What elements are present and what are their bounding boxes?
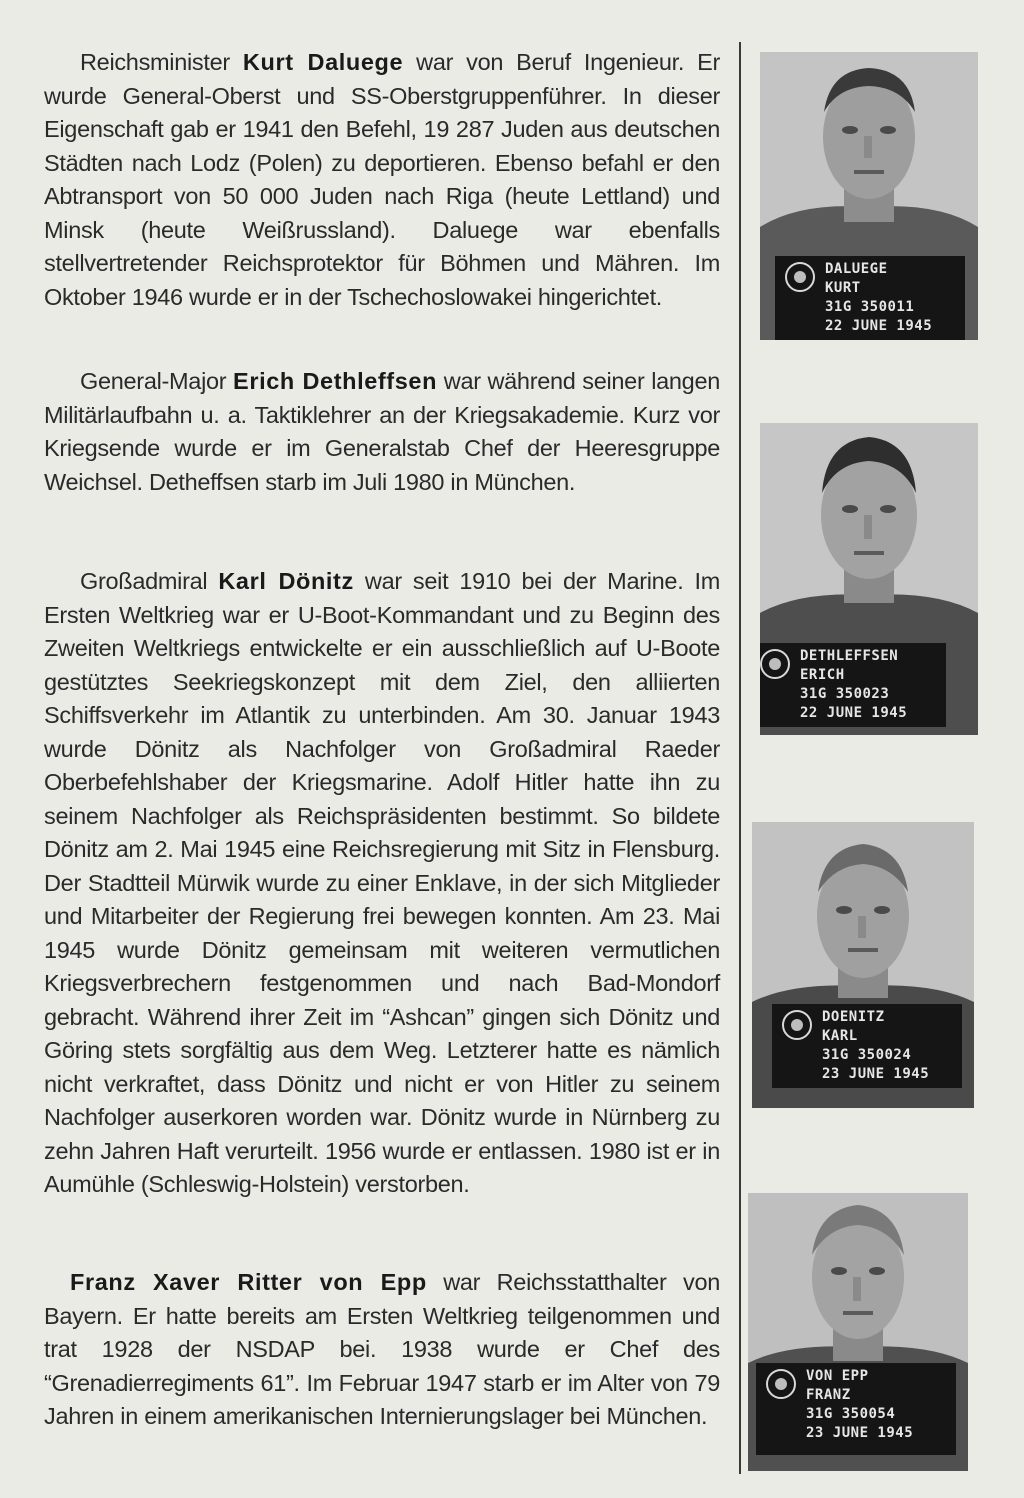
- name-plate: [772, 1004, 962, 1088]
- plate-line-number: 31G 350024: [822, 1047, 912, 1063]
- paragraph-body: war während seiner langen Militärlaufbahn u. a. Taktiklehrer an der Kriegsakademie. Kurz vor Kriegsende wurde er im Generalstab Chef der Heeresgruppe Weichsel. Detheffsen starb im Juli 1980 in München.: [44, 368, 720, 495]
- name-plate: [760, 643, 946, 727]
- vertical-divider: [739, 42, 741, 1474]
- name-plate: [756, 1363, 956, 1455]
- paragraph-prefix: General-Major: [80, 368, 234, 394]
- plate-line-surname: VON EPP: [806, 1368, 869, 1384]
- seal-icon: [766, 1369, 796, 1399]
- plate-line-firstname: KARL: [822, 1028, 858, 1044]
- plate-line-number: 31G 350023: [800, 686, 890, 702]
- seal-icon: [760, 649, 790, 679]
- name-plate: [775, 256, 965, 340]
- mugshot-photo-daluege: [760, 52, 978, 340]
- mugshot-photo-epp: [748, 1193, 968, 1471]
- person-name: Erich Dethleffsen: [233, 368, 438, 394]
- mugshot-photo-dethleffsen: [760, 423, 978, 735]
- person-name: Kurt Daluege: [242, 49, 404, 75]
- plate-line-date: 22 JUNE 1945: [800, 705, 908, 721]
- plate-line-date: 23 JUNE 1945: [806, 1425, 914, 1441]
- plate-line-firstname: FRANZ: [806, 1387, 851, 1403]
- paragraph-daluege: [44, 46, 720, 314]
- plate-line-firstname: KURT: [825, 280, 861, 296]
- paragraph-doenitz: [44, 565, 720, 1202]
- plate-line-surname: DOENITZ: [822, 1009, 885, 1025]
- plate-line-firstname: ERICH: [800, 667, 845, 683]
- paragraph-body: war Reichsstatthalter von Bayern. Er hatte bereits am Ersten Weltkrieg teilgenommen und trat 1928 der NSDAP bei. 1938 wurde er Chef des “Grenadierregiments 61”. Im Februar 1947 starb er im Alter von 79 Jahren in einem amerikanischen Internierungslager bei München.: [44, 1269, 720, 1429]
- paragraph-prefix: Großadmiral: [80, 568, 219, 594]
- plate-line-date: 23 JUNE 1945: [822, 1066, 930, 1082]
- paragraph-epp: [44, 1266, 720, 1434]
- plate-line-number: 31G 350054: [806, 1406, 896, 1422]
- seal-icon: [785, 262, 815, 292]
- plate-line-surname: DALUEGE: [825, 261, 888, 277]
- paragraph-body: war von Beruf Ingenieur. Er wurde General-Oberst und SS-Oberstgruppenführer. In dieser Eigenschaft gab er 1941 den Befehl, 19 287 Juden aus deutschen Städten nach Lodz (Polen) zu deportieren. Ebenso befahl er den Abtransport von 50 000 Juden nach Riga (heute Lettland) und Minsk (heute Weißrussland). Daluege war ebenfalls stellvertretender Reichsprotektor für Böhmen und Mähren. Im Oktober 1946 wurde er in der Tschechoslowakei hingerichtet.: [44, 49, 720, 310]
- person-name: Franz Xaver Ritter von Epp: [70, 1269, 427, 1295]
- plate-line-number: 31G 350011: [825, 299, 915, 315]
- plate-line-date: 22 JUNE 1945: [825, 318, 933, 334]
- seal-icon: [782, 1010, 812, 1040]
- mugshot-photo-doenitz: [752, 822, 974, 1108]
- person-name: Karl Dönitz: [218, 568, 354, 594]
- paragraph-body: war seit 1910 bei der Marine. Im Ersten Weltkrieg war er U-Boot-Kommandant und zu Beginn des Zweiten Weltkriegs entwickelte er ein ausschließlich auf U-Boote gestütztes Seekriegskonzept mit dem Ziel, den alliierten Schiffsverkehr im Atlantik zu unterbinden. Am 30. Januar 1943 wurde Dönitz als Nachfolger von Großadmiral Raeder Oberbefehlshaber der Kriegsmarine. Adolf Hitler hatte ihn zu seinem Nachfolger als Reichspräsidenten bestimmt. So bildete Dönitz am 2. Mai 1945 eine Reichsregierung mit Sitz in Flensburg. Der Stadtteil Mürwik wurde zu einer Enklave, in der sich Mitglieder und Mitarbeiter der Regierung frei bewegen konnten. Am 23. Mai 1945 wurde Dönitz gemeinsam mit weiteren vermutlichen Kriegsverbrechern festgenommen und nach Bad-Mondorf gebracht. Während ihrer Zeit im “Ashcan” gingen sich Dönitz und Göring stets sorgfältig aus dem Weg. Letzterer hatte es nämlich nicht verkraftet, dass Dönitz und nicht er von Hitler zu seinem Nachfolger auserkoren worden war. Dönitz wurde in Nürnberg zu zehn Jahren Haft verurteilt. 1956 wurde er entlassen. 1980 ist er in Aumühle (Schleswig-Holstein) verstorben.: [44, 568, 720, 1197]
- plate-line-surname: DETHLEFFSEN: [800, 648, 899, 664]
- paragraph-dethleffsen: [44, 365, 720, 499]
- paragraph-prefix: Reichsminister: [80, 49, 243, 75]
